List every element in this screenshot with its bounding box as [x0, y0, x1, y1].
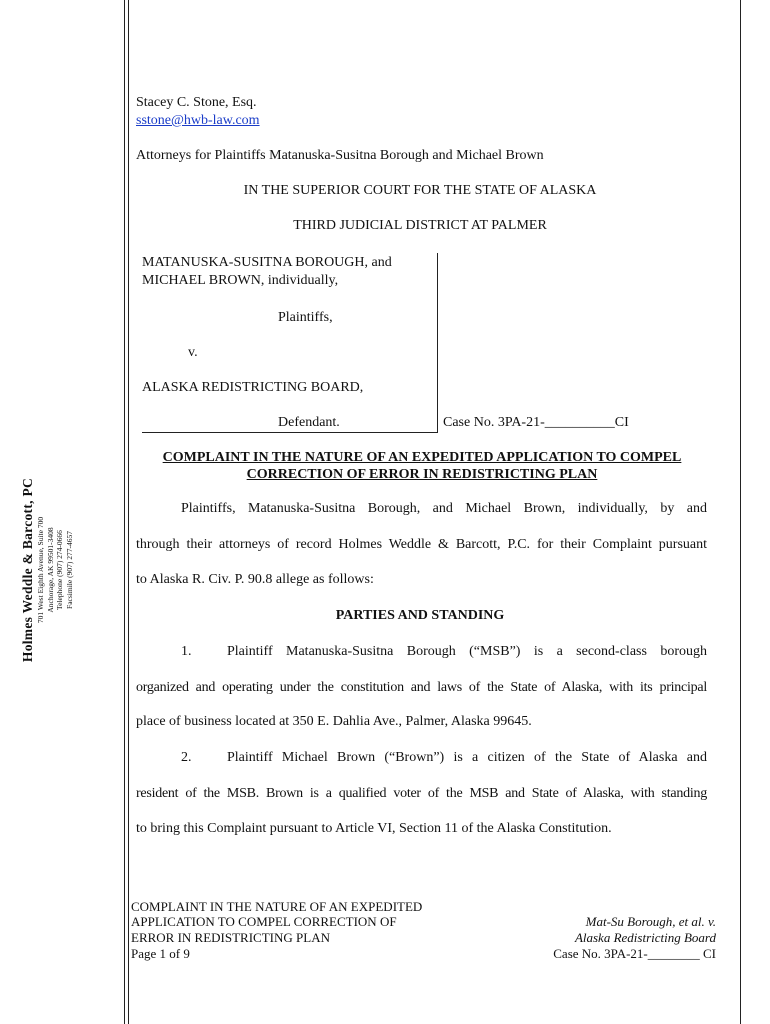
intro-line1: Plaintiffs, Matanuska-Susitna Borough, and Michael Brown, individually, by and	[181, 501, 707, 516]
footer-case-caption-line1: Mat-Su Borough, et al. v.	[585, 914, 716, 929]
paragraph-2-number: 2.	[181, 750, 192, 765]
paragraph-2-line3: to bring this Complaint pursuant to Article VI, Section 11 of the Alaska Constitution.	[136, 821, 612, 836]
caption-versus: v.	[188, 345, 198, 360]
attorney-name: Stacey C. Stone, Esq.	[136, 95, 257, 110]
section-heading: PARTIES AND STANDING	[335, 608, 505, 623]
attorney-email-link[interactable]: sstone@hwb-law.com	[136, 113, 260, 128]
paragraph-1-line1: Plaintiff Matanuska-Susitna Borough (“MSB”) is a second-class borough	[227, 644, 707, 659]
court-name: IN THE SUPERIOR COURT FOR THE STATE OF ALASKA	[243, 183, 597, 198]
firm-name: Holmes Weddle & Barcott, PC	[20, 477, 35, 663]
footer-page-number: Page 1 of 9	[131, 946, 190, 961]
document-title-line1: COMPLAINT IN THE NATURE OF AN EXPEDITED APPLICATION TO COMPEL	[162, 450, 682, 465]
firm-telephone: Telephone (907) 274-0666	[55, 530, 64, 610]
firm-facsimile: Facsimile (907) 277-4657	[64, 531, 74, 609]
footer-title-line3: ERROR IN REDISTRICTING PLAN	[131, 930, 330, 945]
footer-case-number: Case No. 3PA-21-________ CI	[553, 946, 716, 961]
firm-sidebar	[20, 460, 100, 680]
caption-plaintiffs-label: Plaintiffs,	[278, 310, 333, 325]
caption-plaintiffs-line2: MICHAEL BROWN, individually,	[142, 273, 339, 288]
caption-divider-vertical	[437, 253, 438, 433]
paragraph-2-line2: resident of the MSB. Brown is a qualified voter of the MSB and State of Alaska, with standing	[136, 786, 707, 801]
caption-plaintiffs-line1: MATANUSKA-SUSITNA BOROUGH, and	[142, 255, 392, 270]
left-margin-rule-outer	[124, 0, 125, 1024]
document-title-line2: CORRECTION OF ERROR IN REDISTRICTING PLAN	[246, 467, 598, 482]
paragraph-1-number: 1.	[181, 644, 192, 659]
footer-title-line1: COMPLAINT IN THE NATURE OF AN EXPEDITED	[131, 899, 423, 914]
caption-defendant-name: ALASKA REDISTRICTING BOARD,	[142, 380, 364, 395]
firm-address-line2: Anchorage, AK 99501-3408	[45, 527, 55, 613]
intro-line3: to Alaska R. Civ. P. 90.8 allege as follows:	[136, 572, 374, 587]
paragraph-1-line2: organized and operating under the constitution and laws of the State of Alaska, with its principal	[136, 680, 707, 695]
caption-divider-horizontal	[142, 432, 438, 433]
right-margin-rule	[740, 0, 741, 1024]
case-number: Case No. 3PA-21-__________CI	[443, 415, 629, 430]
footer-title-line2: APPLICATION TO COMPEL CORRECTION OF	[131, 914, 397, 929]
caption-defendant-label: Defendant.	[278, 415, 340, 430]
left-margin-rule-inner	[128, 0, 129, 1024]
court-district: THIRD JUDICIAL DISTRICT AT PALMER	[293, 218, 547, 233]
firm-address-line1: 701 West Eighth Avenue, Suite 700	[36, 516, 45, 624]
attorneys-for: Attorneys for Plaintiffs Matanuska-Susitna Borough and Michael Brown	[136, 148, 544, 163]
footer-case-caption-line2: Alaska Redistricting Board	[574, 930, 716, 945]
paragraph-1-line3: place of business located at 350 E. Dahlia Ave., Palmer, Alaska 99645.	[136, 714, 532, 729]
paragraph-2-line1: Plaintiff Michael Brown (“Brown”) is a citizen of the State of Alaska and	[227, 750, 707, 765]
intro-line2: through their attorneys of record Holmes Weddle & Barcott, P.C. for their Complaint pursuant	[136, 537, 707, 552]
